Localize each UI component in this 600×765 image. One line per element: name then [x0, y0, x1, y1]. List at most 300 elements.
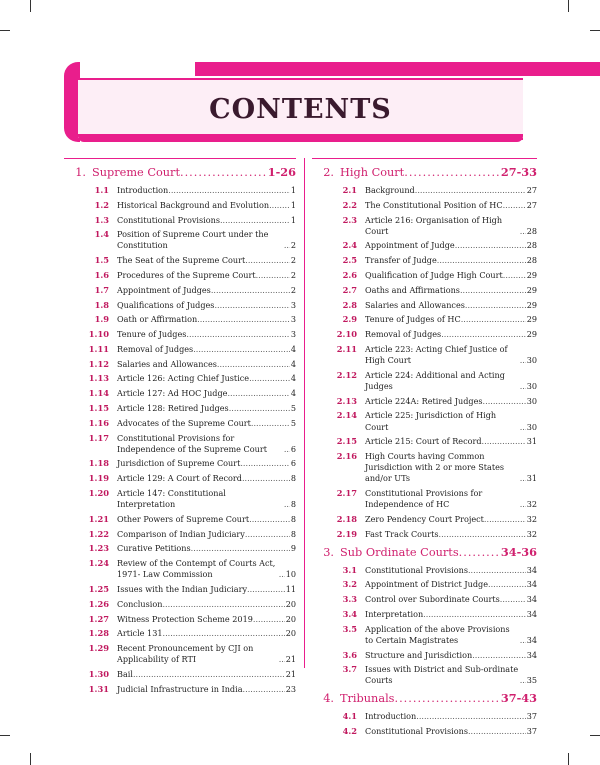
toc-entry[interactable]: [312, 329, 537, 340]
dot-leader: [220, 215, 290, 226]
section-title: Sub Ordinate Courts: [340, 545, 459, 559]
section-number: 2.: [323, 166, 334, 179]
dot-leader: [180, 164, 268, 181]
toc-entry[interactable]: [312, 664, 537, 686]
entry-title: Introduction: [365, 711, 417, 722]
dot-leader: [251, 418, 290, 429]
entry-number: 2.18: [336, 513, 357, 524]
toc-entry[interactable]: [312, 370, 537, 392]
dot-leader: [460, 285, 526, 296]
entry-title: Constitutional Provisions for Independence of the Supreme Court: [117, 432, 267, 454]
entry-page: 4: [290, 358, 296, 369]
entry-page: 5: [290, 403, 296, 414]
toc-section-heading[interactable]: [312, 690, 537, 707]
entry-body: [365, 624, 537, 646]
toc-entry[interactable]: [64, 514, 296, 525]
entry-title: Tenure of Judges: [117, 329, 187, 340]
entry-title: Article 224A: Retired Judges: [365, 395, 483, 406]
entry-number: 1.28: [88, 628, 109, 639]
entry-number: 1.8: [94, 299, 109, 310]
entry-title: Article 224: Additional and Acting Judges: [365, 369, 505, 391]
entry-body: [117, 543, 296, 554]
toc-entry[interactable]: [64, 300, 296, 311]
entry-number: 2.14: [336, 410, 357, 421]
dot-leader: [472, 650, 525, 661]
entry-body: [365, 344, 537, 366]
dot-leader: [242, 473, 290, 484]
entry-number: 2.13: [336, 395, 357, 406]
toc-entry[interactable]: [312, 650, 537, 661]
entry-title: Tenure of Judges of HC: [365, 314, 461, 325]
entry-number: 2.8: [342, 299, 357, 310]
entry-body: [117, 344, 296, 355]
entry-body: [365, 650, 537, 661]
section-pages: 37-43: [500, 691, 537, 706]
entry-number: 1.13: [88, 373, 109, 384]
section-title: Supreme Court: [92, 166, 180, 179]
dot-leader: [249, 373, 290, 384]
entry-number: 2.5: [342, 255, 357, 266]
toc-entry[interactable]: [64, 329, 296, 340]
entry-page: 8: [290, 473, 296, 484]
toc-column-left: [64, 162, 296, 699]
entry-number: 3.6: [342, 649, 357, 660]
entry-body: [117, 200, 296, 211]
entry-page: 6: [290, 458, 296, 469]
entry-number: 1.1: [94, 185, 109, 195]
entry-page: 20: [285, 598, 296, 609]
entry-page: 3: [290, 299, 296, 310]
entry-body: [117, 458, 296, 469]
dot-leader: [240, 458, 289, 469]
entry-title: Article 223: Acting Chief Justice of High Court: [365, 343, 508, 365]
toc-entry[interactable]: [312, 609, 537, 620]
entry-page: 11: [285, 584, 296, 595]
entry-title: Article 128: Retired Judges: [117, 403, 229, 414]
entry-title: Other Powers of Supreme Court: [117, 513, 250, 524]
entry-page: 1: [290, 185, 296, 195]
dot-leader: [416, 711, 525, 722]
entry-number: 1.23: [88, 543, 109, 554]
entry-body: [117, 529, 296, 540]
column-rule: [312, 158, 537, 159]
entry-title: Article 129: A Court of Record: [117, 473, 242, 484]
dot-leader: [468, 726, 526, 737]
entry-body: [117, 473, 296, 484]
entry-title: Constitutional Provisions: [365, 564, 468, 575]
entry-number: 1.18: [88, 458, 109, 469]
entry-page: 2: [290, 240, 296, 251]
toc-entry[interactable]: [64, 373, 296, 384]
toc-entry[interactable]: [64, 285, 296, 296]
entry-body: [117, 584, 296, 595]
entry-page: 21: [285, 654, 296, 665]
entry-body: [117, 359, 296, 370]
toc-entry[interactable]: [312, 300, 537, 311]
entry-title: Jurisdiction of Supreme Court: [117, 458, 241, 469]
entry-body: [117, 215, 296, 226]
dot-leader: [217, 359, 290, 370]
section-pages: 27-33: [500, 165, 537, 179]
toc-entry[interactable]: [64, 418, 296, 429]
entry-title: Judicial Infrastructure in India: [117, 683, 243, 694]
entry-body: [365, 609, 537, 620]
toc-entry[interactable]: [312, 314, 537, 325]
entry-page: 30: [526, 421, 537, 432]
toc-entry[interactable]: [64, 200, 296, 211]
toc-entry[interactable]: [64, 270, 296, 281]
entry-body: [365, 185, 537, 196]
entry-number: 1.29: [88, 643, 109, 654]
entry-title: Qualification of Judge High Court: [365, 270, 503, 280]
section-number: 4.: [323, 692, 334, 706]
entry-page: 20: [285, 613, 296, 624]
toc-entry[interactable]: [312, 711, 537, 722]
entry-number: 1.6: [94, 270, 109, 280]
entry-body: [117, 599, 296, 610]
toc-entry[interactable]: [312, 488, 537, 510]
entry-number: 2.12: [336, 369, 357, 380]
dot-leader: [243, 684, 285, 695]
dot-leader: [245, 255, 290, 266]
toc-entry[interactable]: [312, 436, 537, 447]
entry-body: [365, 200, 537, 211]
entry-page: 28: [526, 255, 537, 266]
toc-entry[interactable]: [64, 628, 296, 639]
entry-page: 5: [290, 417, 296, 428]
entry-title: Salaries and Allowances: [117, 358, 217, 369]
entry-number: 2.16: [336, 451, 357, 462]
entry-body: [365, 451, 537, 484]
entry-body: [365, 726, 537, 737]
entry-body: [117, 185, 296, 196]
entry-title: Control over Subordinate Courts: [365, 594, 500, 605]
page-title: CONTENTS: [209, 93, 392, 125]
toc-entry[interactable]: [64, 684, 296, 695]
entry-title: Introduction: [117, 185, 169, 195]
entry-number: 1.4: [94, 229, 109, 240]
entry-body: [117, 628, 296, 639]
entry-page: 34: [526, 594, 537, 605]
toc-entry[interactable]: [64, 344, 296, 355]
entry-title: Removal of Judges: [365, 329, 442, 340]
toc-entry[interactable]: [312, 200, 537, 211]
toc-entry[interactable]: [64, 473, 296, 484]
entry-body: [117, 514, 296, 525]
entry-number: 3.1: [342, 564, 357, 575]
toc-entry[interactable]: [312, 185, 537, 196]
toc-entry[interactable]: [64, 359, 296, 370]
entry-number: 3.3: [342, 594, 357, 605]
toc-section-heading[interactable]: [64, 164, 296, 181]
toc-entry[interactable]: [312, 726, 537, 737]
entry-page: 37: [526, 725, 537, 736]
dot-leader: [256, 270, 290, 281]
dot-leader: [211, 285, 290, 296]
entry-number: 2.17: [336, 488, 357, 499]
entry-page: 2: [290, 270, 296, 280]
toc-entry[interactable]: [312, 565, 537, 576]
entry-body: [365, 255, 537, 266]
entry-number: 2.2: [342, 199, 357, 210]
toc-entry[interactable]: [64, 529, 296, 540]
entry-page: 34: [526, 564, 537, 575]
dot-leader: [163, 628, 285, 639]
entry-body: [365, 565, 537, 576]
entry-title: Qualifications of Judges: [117, 299, 215, 310]
column-rule: [64, 158, 296, 159]
entry-body: [117, 558, 296, 580]
entry-body: [117, 314, 296, 325]
header-underline: [78, 134, 523, 142]
entry-number: 2.4: [342, 240, 357, 251]
entry-title: The Seat of the Supreme Court: [117, 255, 246, 266]
toc-entry[interactable]: [64, 488, 296, 510]
entry-number: 1.20: [88, 488, 109, 499]
dot-leader: [133, 669, 285, 680]
section-pages: 1-26: [267, 165, 296, 179]
entry-page: 21: [285, 669, 296, 680]
dot-leader: [186, 329, 289, 340]
toc-entry[interactable]: [64, 643, 296, 665]
toc-entry[interactable]: [64, 433, 296, 455]
entry-page: 10: [285, 569, 296, 580]
dot-leader: [214, 300, 289, 311]
entry-body: [365, 314, 537, 325]
entry-title: Historical Background and Evolution: [117, 199, 270, 210]
crop-mark: [0, 735, 10, 736]
entry-title: Issues with the Indian Judiciary: [117, 584, 248, 595]
dot-leader: [437, 255, 526, 266]
entry-number: 1.24: [88, 558, 109, 569]
toc-entry[interactable]: [312, 344, 537, 366]
entry-body: [365, 594, 537, 605]
entry-title: Witness Protection Scheme 2019: [117, 613, 253, 624]
entry-body: [365, 329, 537, 340]
entry-body: [117, 229, 296, 251]
entry-number: 2.1: [342, 185, 357, 195]
entry-body: [365, 514, 537, 525]
entry-number: 3.5: [342, 623, 357, 634]
toc-entry[interactable]: [64, 215, 296, 226]
toc-entry[interactable]: [312, 396, 537, 407]
entry-body: [365, 270, 537, 281]
entry-page: 28: [526, 240, 537, 251]
entry-title: Article 147: Constitutional Interpretation: [117, 488, 226, 510]
dot-leader: [191, 543, 290, 554]
entry-body: [117, 643, 296, 665]
entry-body: [365, 410, 537, 432]
toc-entry[interactable]: [312, 270, 537, 281]
dot-leader: [193, 344, 290, 355]
entry-page: 3: [290, 314, 296, 325]
entry-body: [365, 579, 537, 590]
entry-title: Constitutional Provisions: [365, 725, 468, 736]
entry-title: Appointment of District Judge: [365, 579, 488, 590]
entry-number: 3.4: [342, 608, 357, 619]
toc-entry[interactable]: [312, 410, 537, 432]
entry-body: [365, 300, 537, 311]
entry-title: Fast Track Courts: [365, 528, 439, 539]
entry-number: 1.11: [88, 343, 109, 354]
crop-mark: [590, 30, 600, 31]
entry-title: Procedures of the Supreme Court: [117, 270, 256, 280]
entry-number: 2.7: [342, 284, 357, 295]
toc-entry[interactable]: [64, 599, 296, 610]
entry-number: 1.14: [88, 388, 109, 399]
dot-leader: [468, 565, 526, 576]
entry-page: 29: [526, 270, 537, 280]
entry-body: [117, 403, 296, 414]
entry-title: Article 216: Organisation of High Court: [365, 214, 503, 236]
entry-title: Issues with District and Sub-ordinate Courts: [365, 664, 519, 686]
entry-page: 27: [526, 185, 537, 195]
crop-mark: [30, 0, 31, 12]
entry-body: [117, 418, 296, 429]
crop-mark: [30, 753, 31, 765]
toc-entry[interactable]: [64, 614, 296, 625]
section-title: Tribunals: [340, 692, 395, 706]
toc-entry[interactable]: [312, 451, 537, 484]
entry-number: 1.27: [88, 613, 109, 624]
entry-number: 2.11: [336, 343, 357, 354]
entry-number: 4.2: [342, 725, 357, 736]
entry-title: Appointment of Judges: [117, 284, 211, 295]
entry-title: Article 131: [117, 628, 163, 639]
toc-entry[interactable]: [64, 558, 296, 580]
dot-leader: [269, 200, 290, 211]
entry-number: 1.5: [94, 255, 109, 266]
crop-mark: [568, 0, 569, 12]
entry-body: [365, 529, 537, 540]
toc-entry[interactable]: [64, 314, 296, 325]
entry-title: Transfer of Judge: [365, 255, 437, 266]
entry-title: High Courts having Common Jurisdiction with 2 or more States and/or UTs: [365, 451, 505, 484]
dot-leader: [482, 436, 526, 447]
entry-page: 31: [526, 436, 537, 447]
toc-section-heading[interactable]: [312, 164, 537, 181]
entry-page: 30: [526, 355, 537, 365]
entry-title: Structure and Jurisdiction: [365, 649, 473, 660]
section-number: 1.: [75, 166, 86, 179]
entry-number: 2.6: [342, 270, 357, 280]
toc-entry[interactable]: [312, 624, 537, 646]
section-pages: 34-36: [500, 544, 537, 559]
entry-body: [117, 614, 296, 625]
entry-body: [117, 329, 296, 340]
entry-page: 8: [290, 528, 296, 539]
entry-title: Removal of Judges: [117, 343, 194, 354]
toc-entry[interactable]: [312, 215, 537, 237]
entry-page: 30: [526, 380, 537, 391]
entry-page: 3: [290, 329, 296, 340]
entry-number: 1.26: [88, 598, 109, 609]
entry-title: Article 127: Ad HOC Judge: [117, 388, 228, 399]
toc-entry[interactable]: [312, 255, 537, 266]
toc-entry[interactable]: [64, 403, 296, 414]
entry-number: 1.7: [94, 284, 109, 295]
toc-entry[interactable]: [64, 388, 296, 399]
toc-entry[interactable]: [312, 579, 537, 590]
dot-leader: [249, 514, 290, 525]
toc-entry[interactable]: [312, 285, 537, 296]
entry-page: 1: [290, 199, 296, 210]
toc-entry[interactable]: [64, 255, 296, 266]
toc-entry[interactable]: [64, 185, 296, 196]
entry-number: 1.22: [88, 528, 109, 539]
entry-page: 29: [526, 299, 537, 310]
header-band: [195, 62, 600, 76]
entry-number: 1.3: [94, 214, 109, 225]
entry-number: 1.12: [88, 358, 109, 369]
entry-number: 1.16: [88, 417, 109, 428]
entry-page: 34: [526, 649, 537, 660]
dot-leader: [423, 609, 526, 620]
toc-column-right: [312, 162, 537, 741]
dot-leader: [229, 403, 290, 414]
toc-entry[interactable]: [312, 594, 537, 605]
entry-page: 4: [290, 388, 296, 399]
toc-entry[interactable]: [64, 669, 296, 680]
toc-section-heading[interactable]: [312, 544, 537, 561]
entry-page: 28: [526, 225, 537, 236]
entry-page: 2: [290, 284, 296, 295]
entry-number: 2.10: [336, 329, 357, 340]
dot-leader: [168, 185, 290, 196]
crop-mark: [0, 30, 10, 31]
entry-title: Article 225: Jurisdiction of High Court: [365, 410, 497, 432]
entry-number: 1.25: [88, 584, 109, 595]
toc-entry[interactable]: [64, 584, 296, 595]
dot-leader: [227, 388, 289, 399]
entry-title: Conclusion: [117, 598, 163, 609]
entry-title: Review of the Contempt of Courts Act, 1971- Law Commission: [117, 558, 276, 580]
entry-number: 4.1: [342, 711, 357, 722]
entry-title: Oaths and Affirmations: [365, 284, 460, 295]
section-number: 3.: [323, 545, 334, 559]
dot-leader: [247, 584, 285, 595]
entry-title: Background: [365, 185, 415, 195]
entry-title: Constitutional Provisions for Independence of HC: [365, 488, 483, 510]
entry-body: [117, 270, 296, 281]
entry-page: 23: [285, 683, 296, 694]
entry-number: 1.21: [88, 513, 109, 524]
entry-title: Article 126: Acting Chief Justice: [117, 373, 250, 384]
dot-leader: [465, 300, 526, 311]
toc-entry[interactable]: [64, 543, 296, 554]
dot-leader: [503, 270, 526, 281]
dot-leader: [459, 544, 501, 561]
entry-page: 35: [526, 675, 537, 686]
entry-number: 1.31: [88, 683, 109, 694]
toc-entry[interactable]: [64, 458, 296, 469]
toc-entry[interactable]: [312, 514, 537, 525]
entry-title: Oath or Affirmation: [117, 314, 198, 325]
dot-leader: [503, 200, 526, 211]
entry-page: 2: [290, 255, 296, 266]
toc-entry[interactable]: [312, 240, 537, 251]
toc-entry[interactable]: [312, 529, 537, 540]
dot-leader: [197, 314, 290, 325]
entry-number: 3.2: [342, 579, 357, 590]
entry-body: [365, 664, 537, 686]
entry-title: Comparison of Indian Judiciary: [117, 528, 245, 539]
entry-title: Zero Pendency Court Project: [365, 513, 484, 524]
entry-title: Bail: [117, 669, 133, 680]
toc-entry[interactable]: [64, 229, 296, 251]
entry-body: [117, 300, 296, 311]
dot-leader: [245, 529, 290, 540]
